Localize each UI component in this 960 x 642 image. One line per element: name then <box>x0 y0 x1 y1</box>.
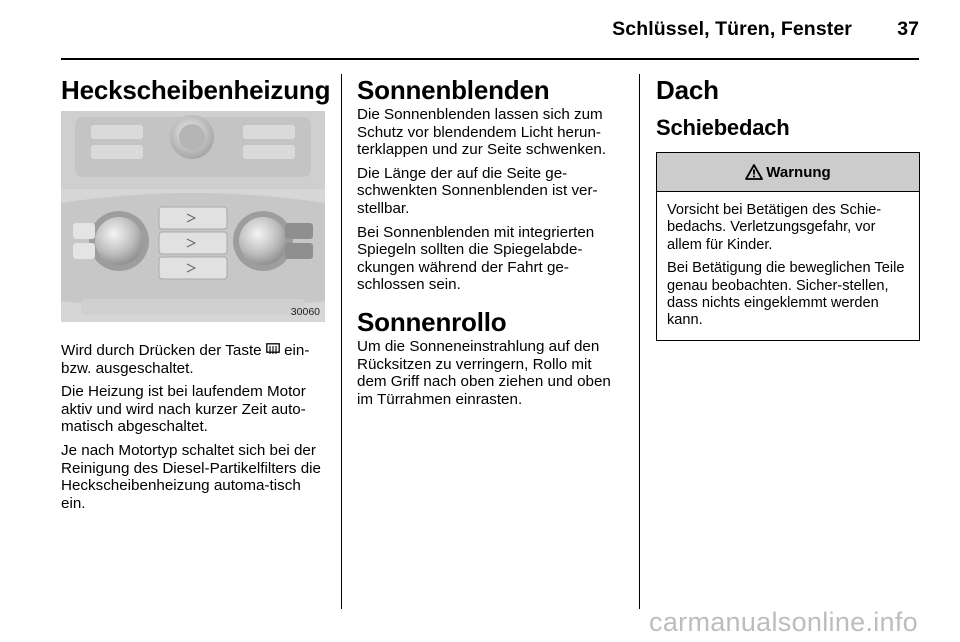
page-number: 37 <box>897 18 919 40</box>
section-heading-heckscheibenheizung: Heckscheibenheizung <box>61 75 331 105</box>
paragraph: Je nach Motortyp schaltet sich bei der Reinigung des Diesel-Partikelfilters die Heckscheibenheizung automa-tisch ein. <box>61 441 321 512</box>
subsection-heading-schiebedach: Schiebedach <box>656 115 790 140</box>
section-heading-sonnenrollo: Sonnenrollo <box>357 306 507 337</box>
section-heading-dach: Dach <box>656 75 719 105</box>
column-heckscheibenheizung <box>61 74 331 518</box>
climate-control-panel-photo <box>61 111 325 322</box>
image-reference-number: 30060 <box>290 306 320 318</box>
paragraph-text: ein-bzw. ausgeschaltet. <box>61 342 310 377</box>
climate-control-panel-illustration <box>61 111 325 322</box>
warning-paragraph: Vorsicht bei Betätigen des Schie-bedachs. Verletzungsgefahr, vor allem für Kinder. <box>667 202 882 253</box>
column-sonnenblenden <box>357 74 624 414</box>
paragraph: Die Sonnenblenden lassen sich zum Schutz vor blendendem Licht herun-terklappen und zur Seite schwenken. <box>357 106 607 159</box>
column-dach <box>656 74 920 341</box>
column-divider <box>639 74 640 609</box>
warning-body <box>657 192 919 340</box>
paragraph: Um die Sonneneinstrahlung auf den Rücksitzen zu verringern, Rollo mit dem Griff nach oben ziehen und oben im Türrahmen einrasten. <box>357 337 611 408</box>
warning-box <box>656 152 920 341</box>
column-divider <box>341 74 342 609</box>
warning-paragraph: Bei Betätigung die beweglichen Teile genau beobachten. Sicher-stellen, dass nichts eingeklemmt werden kann. <box>667 260 905 329</box>
header-rule <box>61 58 919 60</box>
warning-title: Warnung <box>766 163 831 181</box>
warning-header <box>657 153 919 192</box>
paragraph-text: Wird durch Drücken der Taste <box>61 342 266 359</box>
paragraph: Bei Sonnenblenden mit integrierten Spiegeln sollten die Spiegelabde-ckungen während der Fahrt ge-schlossen sein. <box>357 223 595 294</box>
paragraph: Die Länge der auf die Seite ge-schwenkten Sonnenblenden ist ver-stellbar. <box>357 164 598 217</box>
paragraph <box>61 342 327 377</box>
rear-window-heater-icon <box>266 343 280 356</box>
warning-triangle-icon <box>745 164 763 180</box>
paragraph: Die Heizung ist bei laufendem Motor aktiv und wird nach kurzer Zeit auto-matisch abgeschaltet. <box>61 383 306 436</box>
header-title: Schlüssel, Türen, Fenster <box>612 18 852 40</box>
section-heading-sonnenblenden: Sonnenblenden <box>357 75 550 105</box>
watermark: carmanualsonline.info <box>649 607 918 637</box>
